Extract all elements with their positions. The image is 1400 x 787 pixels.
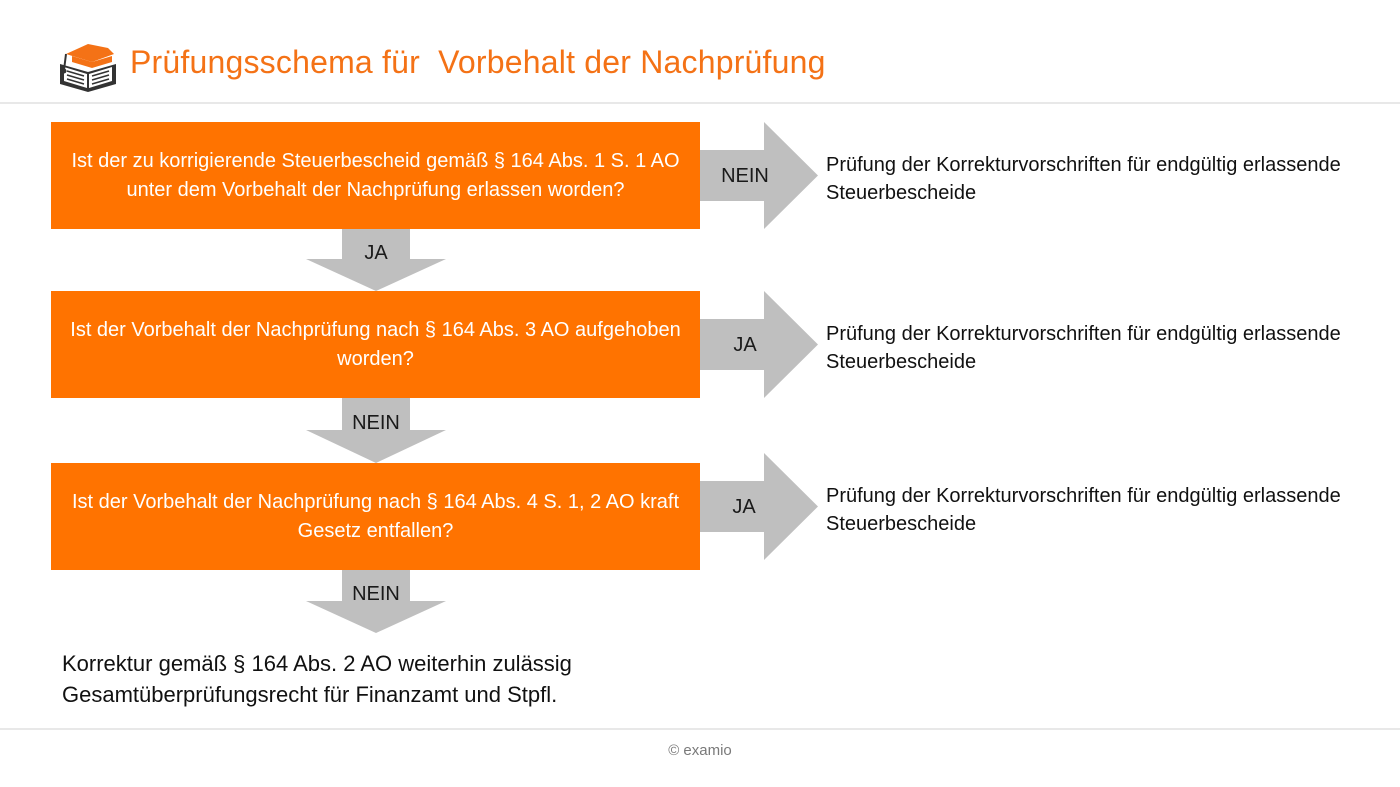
right-arrow-label-3: JA [732,496,756,518]
result-text-2: Prüfung der Korrekturvorschriften für endgültig erlassende Steuerbescheide [826,323,1341,373]
question-text-3: Ist der Vorbehalt der Nachprüfung nach § 164 Abs. 4 S. 1, 2 AO kraft Gesetz entfallen? [71,490,680,542]
down-arrow-label-1: JA [364,242,388,264]
question-box-2 [51,291,700,398]
page-title: Prüfungsschema für Vorbehalt der Nachprüfung [130,44,826,80]
result-text-1: Prüfung der Korrekturvorschriften für endgültig erlassende Steuerbescheide [826,154,1341,204]
question-text-2: Ist der Vorbehalt der Nachprüfung nach § 164 Abs. 3 AO aufgehoben worden? [70,318,681,370]
conclusion-line-2: Gesamtüberprüfungsrecht für Finanzamt und Stpfl. [62,682,558,707]
right-arrow-label-1: NEIN [721,165,769,187]
down-arrow-label-2: NEIN [352,412,400,434]
conclusion-line-1: Korrektur gemäß § 164 Abs. 2 AO weiterhin zulässig [62,651,572,676]
conclusion [62,648,572,710]
question-box-1 [51,122,700,229]
question-box-3 [51,463,700,570]
down-arrow-label-3: NEIN [352,583,400,605]
header [0,0,1400,104]
result-text-3: Prüfung der Korrekturvorschriften für endgültig erlassende Steuerbescheide [826,485,1341,535]
graduation-cap-book-icon [58,40,120,94]
copyright-text: © examio [668,742,732,759]
right-arrow-label-2: JA [733,334,757,356]
question-text-1: Ist der zu korrigierende Steuerbescheid gemäß § 164 Abs. 1 S. 1 AO unter dem Vorbehalt der Nachprüfung erlassen worden? [71,149,680,201]
footer [0,728,1400,787]
